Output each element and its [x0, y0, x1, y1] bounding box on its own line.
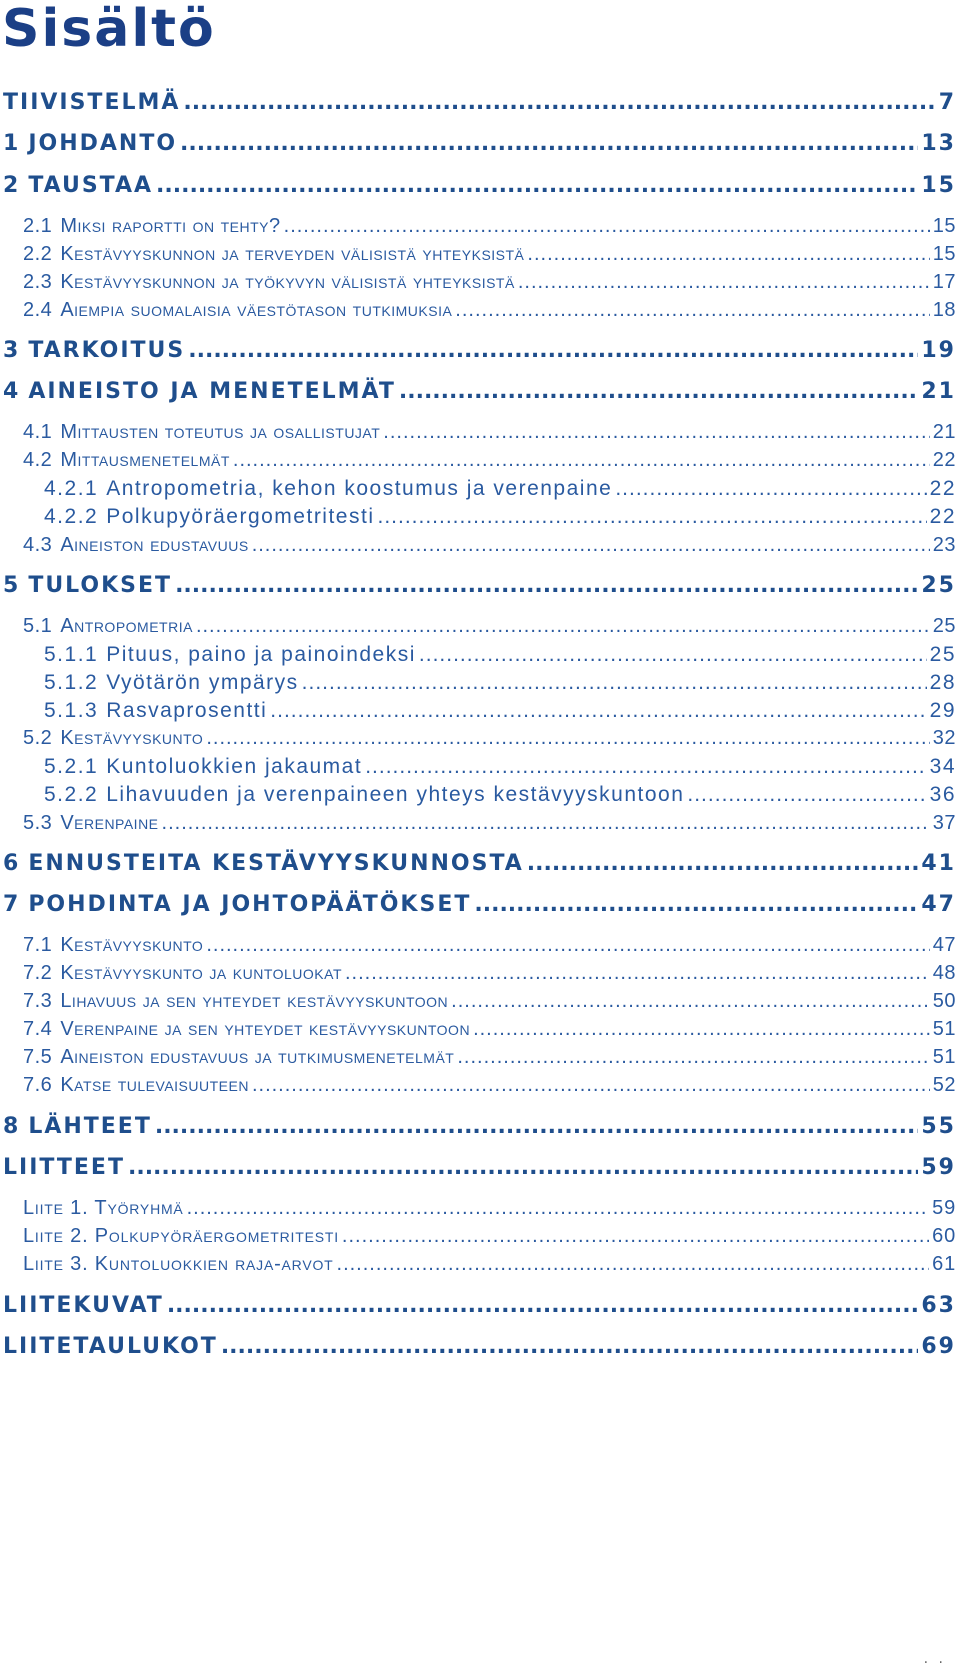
- toc-entry[interactable]: [0, 379, 960, 409]
- toc-entry[interactable]: [0, 90, 960, 120]
- toc-entry[interactable]: [0, 892, 960, 922]
- toc-entry-title: Antropometria: [60, 615, 193, 637]
- toc-entry[interactable]: [0, 1046, 960, 1076]
- toc-entry[interactable]: [0, 338, 960, 368]
- dot-leader: [221, 1334, 919, 1359]
- toc-entry-page-number: 59: [932, 1197, 956, 1219]
- dot-leader: [345, 962, 930, 985]
- toc-entry-page-number: 32: [932, 727, 956, 749]
- toc-entry[interactable]: [0, 1334, 960, 1364]
- toc-entry-title: Rasvaprosentti: [106, 699, 268, 722]
- toc-entry-title: Kuntoluokkien jakaumat: [106, 755, 363, 778]
- toc-entry-title: Antropometria, kehon koostumus ja verenpaine: [106, 477, 613, 500]
- toc-entry[interactable]: [0, 173, 960, 203]
- toc-entry[interactable]: [0, 1225, 960, 1255]
- toc-entry-title: Liite 3. Kuntoluokkien raja-arvot: [23, 1253, 334, 1275]
- dot-leader: [155, 1114, 919, 1139]
- dot-leader: [687, 783, 926, 807]
- toc-entry-page-number: 51: [932, 1046, 956, 1068]
- toc-entry-number: 2: [3, 173, 21, 198]
- dot-leader: [156, 173, 918, 198]
- toc-entry-number: 7.5: [23, 1046, 53, 1068]
- toc-entry-title: Lihavuus ja sen yhteydet kestävyyskuntoon: [60, 990, 449, 1012]
- toc-entry[interactable]: [0, 1155, 960, 1185]
- toc-entry-title: AINEISTO JA MENETELMÄT: [28, 379, 396, 404]
- toc-entry-title: Vyötärön ympärys: [106, 671, 299, 694]
- toc-entry-page-number: 15: [921, 173, 956, 198]
- toc-entry-page-number: 13: [921, 131, 956, 156]
- toc-entry-page-number: 25: [921, 573, 956, 598]
- dot-leader: [474, 892, 918, 917]
- toc-entry[interactable]: [0, 1197, 960, 1227]
- toc-entry-number: 5: [3, 573, 21, 598]
- dot-leader: [206, 727, 929, 750]
- toc-entry[interactable]: [0, 1018, 960, 1048]
- toc-entry-page-number: 60: [932, 1225, 956, 1247]
- toc-entry-number: 5.1.3: [44, 699, 99, 722]
- toc-entry-number: 2.2: [23, 243, 53, 265]
- dot-leader: [518, 271, 930, 294]
- dot-leader: [183, 90, 935, 115]
- dot-leader: [252, 1074, 930, 1097]
- dot-leader: [615, 477, 926, 501]
- toc-entry-page-number: 36: [929, 783, 956, 806]
- toc-entry[interactable]: [0, 573, 960, 603]
- toc-entry-title: Katse tulevaisuuteen: [60, 1074, 249, 1096]
- toc-entry-page-number: 29: [929, 699, 956, 722]
- toc-entry-number: 7.1: [23, 934, 53, 956]
- toc-entry-number: 7: [3, 892, 21, 917]
- toc-entry-number: 1: [3, 131, 21, 156]
- toc-entry-title: TARKOITUS: [28, 338, 186, 363]
- toc-entry-title: Lihavuuden ja verenpaineen yhteys kestävyyskuntoon: [106, 783, 685, 806]
- toc-entry-number: 4.2.1: [44, 477, 99, 500]
- dot-leader: [162, 812, 930, 835]
- toc-entry-title: Verenpaine ja sen yhteydet kestävyyskuntoon: [60, 1018, 471, 1040]
- toc-entry[interactable]: [0, 755, 960, 785]
- toc-entry-page-number: 41: [921, 851, 956, 876]
- toc-entry-number: 8: [3, 1114, 21, 1139]
- toc-entry-page-number: 19: [921, 338, 956, 363]
- toc-entry-number: 7.6: [23, 1074, 53, 1096]
- toc-entry[interactable]: [0, 671, 960, 701]
- toc-entry-page-number: 51: [932, 1018, 956, 1040]
- toc-entry-page-number: 15: [932, 243, 956, 265]
- toc-entry[interactable]: [0, 1253, 960, 1283]
- toc-entry-number: 2.3: [23, 271, 53, 293]
- toc-entry[interactable]: [0, 1074, 960, 1104]
- dot-leader: [180, 131, 918, 156]
- toc-entry-number: 5.1.1: [44, 643, 99, 666]
- dot-leader: [378, 505, 927, 529]
- toc-entry-page-number: 17: [932, 271, 956, 293]
- toc-entry-number: 7.2: [23, 962, 53, 984]
- dot-leader: [473, 1018, 930, 1041]
- toc-entry-page-number: 63: [921, 1293, 956, 1318]
- toc-entry-number: 5.2.2: [44, 783, 99, 806]
- dot-leader: [451, 990, 930, 1013]
- toc-entry-page-number: 21: [932, 421, 956, 443]
- toc-entry-title: Kestävyyskunto ja kuntoluokat: [60, 962, 342, 984]
- toc-entry-number: 7.3: [23, 990, 53, 1012]
- dot-leader: [527, 243, 929, 266]
- toc-entry-title: Miksi raportti on tehty?: [60, 215, 281, 237]
- toc-entry[interactable]: [0, 271, 960, 301]
- toc-entry[interactable]: [0, 643, 960, 673]
- toc-entry-title: Mittausten toteutus ja osallistujat: [60, 421, 381, 443]
- toc-entry-number: 5.1.2: [44, 671, 99, 694]
- dot-leader: [167, 1293, 919, 1318]
- toc-entry-title: LIITTEET: [3, 1155, 125, 1180]
- toc-entry[interactable]: [0, 812, 960, 842]
- toc-entry[interactable]: [0, 299, 960, 329]
- dot-leader: [270, 699, 926, 723]
- dot-leader: [188, 338, 918, 363]
- toc-entry-title: TAUSTAA: [28, 173, 154, 198]
- toc-entry-page-number: 25: [929, 643, 956, 666]
- toc-entry[interactable]: [0, 1114, 960, 1144]
- dot-leader: [302, 671, 927, 695]
- toc-entry[interactable]: [0, 990, 960, 1020]
- toc-entry-page-number: 23: [932, 534, 956, 556]
- toc-entry-title: LIITEKUVAT: [3, 1293, 164, 1318]
- dot-leader: [252, 534, 930, 557]
- toc-entry-title: Mittausmenetelmät: [60, 449, 230, 471]
- toc-entry-number: 2.1: [23, 215, 53, 237]
- toc-entry-title: Polkupyöräergometritesti: [106, 505, 375, 528]
- dot-leader: [187, 1197, 930, 1220]
- toc-entry-title: Verenpaine: [60, 812, 159, 834]
- toc-entry[interactable]: [0, 727, 960, 757]
- toc-entry-title: TIIVISTELMÄ: [3, 90, 181, 115]
- dot-leader: [399, 379, 919, 404]
- toc-entry-page-number: 25: [932, 615, 956, 637]
- toc-entry-page-number: 52: [932, 1074, 956, 1096]
- toc-entry-title: POHDINTA JA JOHTOPÄÄTÖKSET: [28, 892, 472, 917]
- toc-entry[interactable]: [0, 421, 960, 451]
- corner-mark: . .: [923, 1651, 946, 1667]
- dot-leader: [419, 643, 927, 667]
- toc-entry-title: Liite 2. Polkupyöräergometritesti: [23, 1225, 339, 1247]
- toc-entry-number: 4.2: [23, 449, 53, 471]
- page-title: Sisältö: [2, 0, 216, 59]
- dot-leader: [337, 1253, 930, 1276]
- toc-entry-number: 3: [3, 338, 21, 363]
- toc-entry-number: 5.2.1: [44, 755, 99, 778]
- dot-leader: [455, 299, 929, 322]
- dot-leader: [175, 573, 918, 598]
- toc-entry[interactable]: [0, 534, 960, 564]
- toc-entry-number: 4.3: [23, 534, 53, 556]
- toc-entry-page-number: 21: [921, 379, 956, 404]
- toc-entry-number: 5.2: [23, 727, 53, 749]
- toc-entry-page-number: 61: [932, 1253, 956, 1275]
- toc-entry[interactable]: [0, 131, 960, 161]
- toc-entry-title: Liite 1. Työryhmä: [23, 1197, 184, 1219]
- dot-leader: [527, 851, 919, 876]
- toc-entry-page-number: 47: [921, 892, 956, 917]
- toc-entry-title: ENNUSTEITA KESTÄVYYSKUNNOSTA: [28, 851, 524, 876]
- dot-leader: [128, 1155, 918, 1180]
- toc-entry-page-number: 22: [929, 505, 956, 528]
- toc-entry-page-number: 37: [932, 812, 956, 834]
- dot-leader: [196, 615, 930, 638]
- toc-entry[interactable]: [0, 851, 960, 881]
- toc-entry[interactable]: [0, 449, 960, 479]
- toc-entry-page-number: 59: [921, 1155, 956, 1180]
- toc-entry-number: 4: [3, 379, 21, 404]
- toc-entry-number: 2.4: [23, 299, 53, 321]
- toc-entry[interactable]: [0, 962, 960, 992]
- toc-entry-title: JOHDANTO: [28, 131, 178, 156]
- dot-leader: [457, 1046, 929, 1069]
- toc-entry-number: 4.2.2: [44, 505, 99, 528]
- toc-entry-page-number: 50: [932, 990, 956, 1012]
- toc-entry[interactable]: [0, 615, 960, 645]
- toc-entry[interactable]: [0, 215, 960, 245]
- toc-entry-title: Pituus, paino ja painoindeksi: [106, 643, 416, 666]
- toc-entry-title: Aineiston edustavuus ja tutkimusmenetelmät: [60, 1046, 455, 1068]
- toc-entry-title: Aiempia suomalaisia väestötason tutkimuksia: [60, 299, 453, 321]
- dot-leader: [383, 421, 929, 444]
- toc-entry[interactable]: [0, 505, 960, 535]
- toc-entry-title: Kestävyyskunto: [60, 727, 204, 749]
- toc-entry-number: 7.4: [23, 1018, 53, 1040]
- toc-entry-title: Kestävyyskunnon ja terveyden välisistä yhteyksistä: [60, 243, 525, 265]
- toc-entry-page-number: 18: [932, 299, 956, 321]
- toc-entry-page-number: 22: [932, 449, 956, 471]
- toc-entry-number: 6: [3, 851, 21, 876]
- toc-entry-title: Kestävyyskunnon ja työkyvyn välisistä yhteyksistä: [60, 271, 515, 293]
- toc-entry-page-number: 69: [921, 1334, 956, 1359]
- dot-leader: [284, 215, 930, 238]
- toc-entry-title: LIITETAULUKOT: [3, 1334, 218, 1359]
- toc-entry-page-number: 55: [921, 1114, 956, 1139]
- toc-entry-page-number: 28: [929, 671, 956, 694]
- dot-leader: [233, 449, 930, 472]
- toc-entry-title: LÄHTEET: [28, 1114, 152, 1139]
- toc-entry-page-number: 15: [932, 215, 956, 237]
- toc-entry-page-number: 22: [929, 477, 956, 500]
- toc-entry-title: Kestävyyskunto: [60, 934, 204, 956]
- toc-entry-number: 4.1: [23, 421, 53, 443]
- toc-entry[interactable]: [0, 1293, 960, 1323]
- toc-entry[interactable]: [0, 699, 960, 729]
- toc-entry-number: 5.1: [23, 615, 53, 637]
- toc-entry-page-number: 7: [938, 90, 956, 115]
- dot-leader: [206, 934, 929, 957]
- toc-entry-page-number: 47: [932, 934, 956, 956]
- toc-entry-title: TULOKSET: [28, 573, 173, 598]
- toc-entry[interactable]: [0, 477, 960, 507]
- toc-entry[interactable]: [0, 934, 960, 964]
- toc-entry-number: 5.3: [23, 812, 53, 834]
- toc-entry-page-number: 48: [932, 962, 956, 984]
- toc-entry[interactable]: [0, 783, 960, 813]
- toc-entry[interactable]: [0, 243, 960, 273]
- dot-leader: [365, 755, 926, 779]
- toc-entry-page-number: 34: [929, 755, 956, 778]
- toc-entry-title: Aineiston edustavuus: [60, 534, 249, 556]
- dot-leader: [342, 1225, 929, 1248]
